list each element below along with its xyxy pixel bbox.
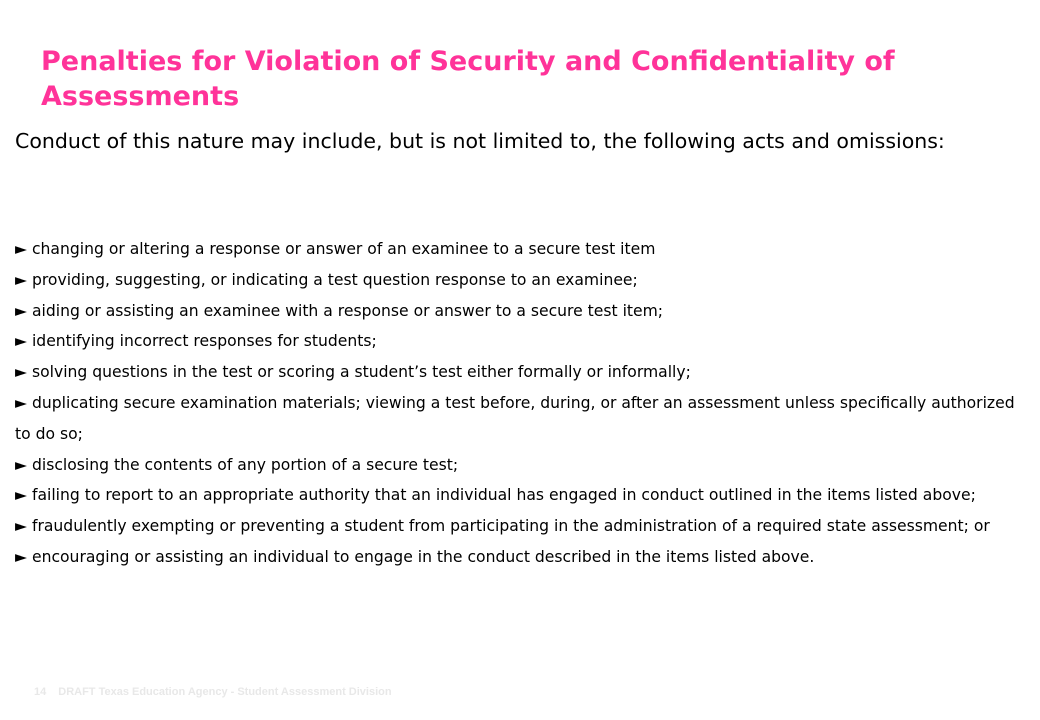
bullet-arrow-icon: ►: [15, 332, 27, 351]
list-item: [15, 450, 1030, 481]
list-item-text: aiding or assisting an examinee with a response or answer to a secure test item;: [31, 301, 664, 320]
list-item-text: fraudulently exempting or preventing a student from participating in the administration of a required state assessment; or: [31, 517, 990, 536]
bullet-arrow-icon: ►: [15, 486, 27, 505]
list-item-text: changing or altering a response or answer of an examinee to a secure test item: [31, 240, 656, 258]
list-item: [15, 480, 1030, 511]
list-item: [15, 357, 1030, 388]
slide-footer: [34, 686, 392, 698]
list-item: [15, 542, 1030, 573]
bullet-arrow-icon: ►: [15, 363, 27, 382]
footer-text: DRAFT Texas Education Agency - Student Assessment Division: [58, 686, 392, 698]
bullet-arrow-icon: ►: [15, 517, 27, 536]
list-item: [15, 296, 1030, 327]
intro-text: Conduct of this nature may include, but is not limited to, the following acts and omissions:: [15, 129, 945, 153]
bullet-arrow-icon: ►: [15, 455, 27, 474]
slide-title: Penalties for Violation of Security and Confidentiality of Assessments: [41, 46, 895, 112]
list-item-text: duplicating secure examination materials; viewing a test before, during, or after an assessment unless specifically authorized to do so;: [15, 393, 1015, 443]
bullet-arrow-icon: ►: [15, 270, 27, 289]
violation-list: [15, 234, 1030, 573]
list-item: [15, 511, 1030, 542]
list-item-text: providing, suggesting, or indicating a test question response to an examinee;: [31, 270, 638, 289]
bullet-arrow-icon: ►: [15, 301, 27, 320]
list-item: [15, 388, 1030, 450]
bullet-arrow-icon: ►: [15, 393, 27, 412]
list-item-text: failing to report to an appropriate authority that an individual has engaged in conduct outlined in the items listed above;: [31, 486, 976, 505]
list-item: [15, 326, 1030, 357]
list-item-text: encouraging or assisting an individual to engage in the conduct described in the items listed above.: [31, 547, 815, 566]
list-item-text: solving questions in the test or scoring a student’s test either formally or informally;: [31, 363, 691, 382]
list-item-text: identifying incorrect responses for students;: [31, 332, 377, 351]
bullet-arrow-icon: ►: [15, 547, 27, 566]
list-item: [15, 265, 1030, 296]
bullet-arrow-icon: ►: [15, 240, 27, 258]
list-item: [15, 234, 1030, 265]
list-item-text: disclosing the contents of any portion of a secure test;: [31, 455, 459, 474]
page-number: 14: [34, 686, 47, 698]
